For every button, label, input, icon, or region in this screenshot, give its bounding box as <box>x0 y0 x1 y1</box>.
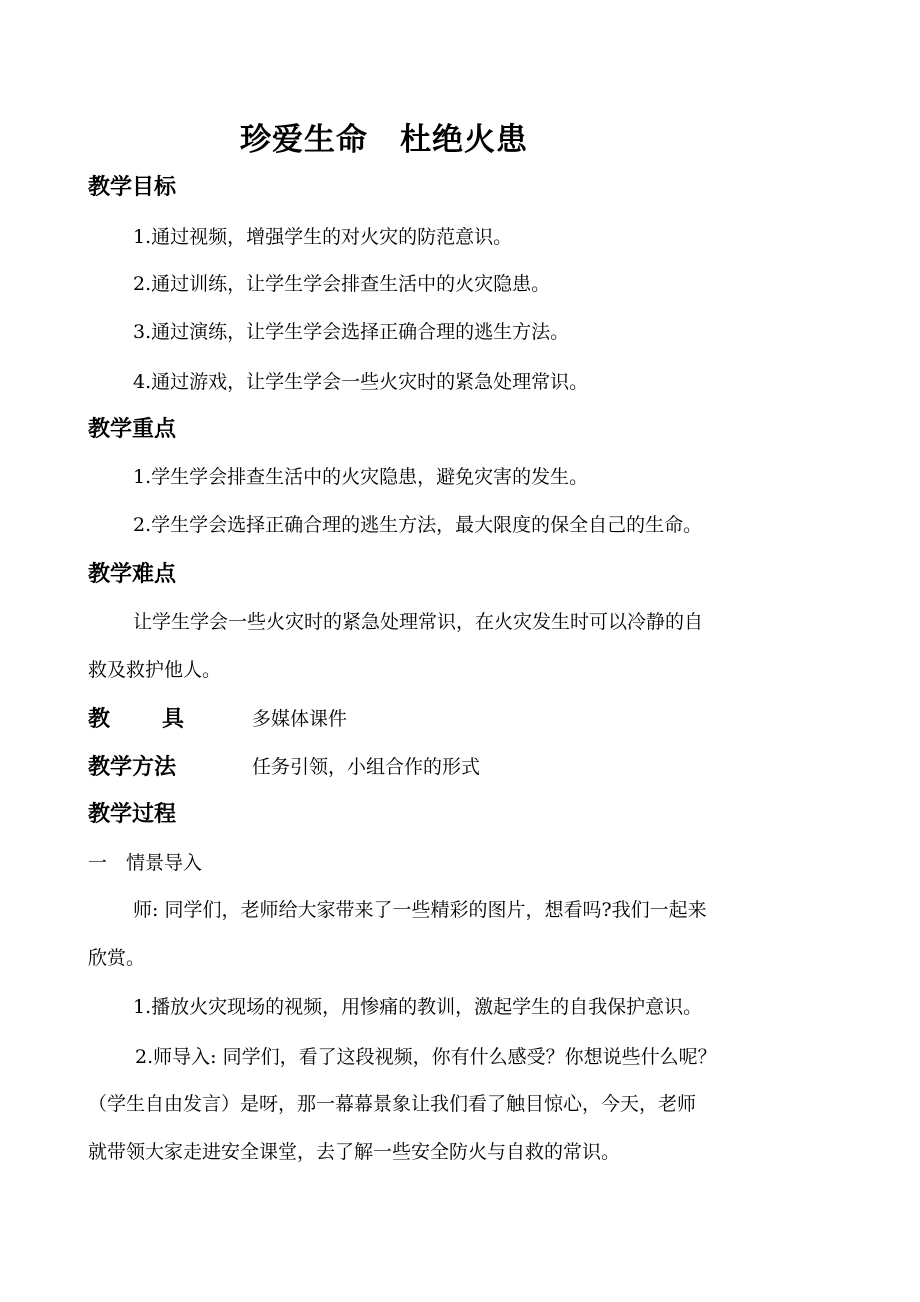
teacher-line-2: 欣赏。 <box>88 947 146 969</box>
objectives-heading: 教学目标 <box>88 175 177 200</box>
difficulties-line-1: 让学生学会一些火灾时的紧急处理常识，在火灾发生时可以冷静的自 <box>133 611 704 633</box>
key-points-heading: 教学重点 <box>88 417 177 442</box>
document-title: 珍爱生命 杜绝火患 <box>240 122 528 158</box>
objective-item-1: 1.通过视频，增强学生的对火灾的防范意识。 <box>133 226 513 248</box>
difficulties-heading: 教学难点 <box>88 562 177 587</box>
objective-item-2: 2.通过训练，让学生学会排查生活中的火灾隐患。 <box>133 273 551 295</box>
tools-label <box>88 702 184 733</box>
key-point-item-1: 1.学生学会排查生活中的火灾隐患，避免灾害的发生。 <box>133 466 589 488</box>
process-step-2-line-3: 就带领大家走进安全课堂，去了解一些安全防火与自救的常识。 <box>88 1141 621 1163</box>
objective-item-4: 4.通过游戏，让学生学会一些火灾时的紧急处理常识。 <box>133 371 589 393</box>
process-step-1: 1.播放火灾现场的视频，用惨痛的教训，激起学生的自我保护意识。 <box>133 996 703 1018</box>
key-point-item-2: 2.学生学会选择正确合理的逃生方法，最大限度的保全自己的生命。 <box>133 514 703 536</box>
method-label: 教学方法 <box>88 755 177 780</box>
process-section-1: 一 情景导入 <box>88 852 203 874</box>
tools-value: 多媒体课件 <box>252 708 348 730</box>
difficulties-line-2: 救及救护他人。 <box>88 659 222 681</box>
teacher-line-1: 师: 同学们，老师给大家带来了一些精彩的图片，想看吗?我们一起来 <box>133 899 707 921</box>
objective-item-3: 3.通过演练，让学生学会选择正确合理的逃生方法。 <box>133 321 570 343</box>
tools-label-part-2: 具 <box>162 707 185 732</box>
tools-label-part-1: 教 <box>88 707 111 732</box>
process-heading: 教学过程 <box>88 802 177 827</box>
process-step-2-line-1: 2.师导入: 同学们，看了这段视频，你有什么感受？你想说些什么呢？ <box>135 1046 717 1068</box>
method-value: 任务引领，小组合作的形式 <box>252 756 481 778</box>
process-step-2-line-2: （学生自由发言）是呀，那一幕幕景象让我们看了触目惊心，今天，老师 <box>88 1093 697 1115</box>
